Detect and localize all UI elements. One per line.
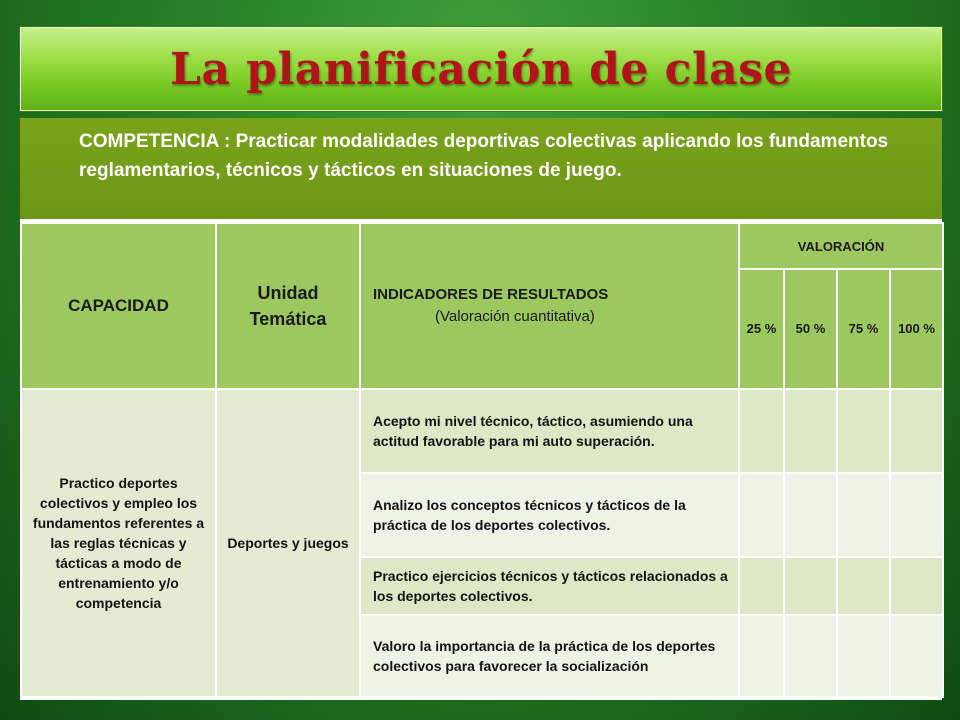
indicador-cell: Acepto mi nivel técnico, táctico, asumiendo una actitud favorable para mi auto superación. [360,389,739,473]
header-unidad-tematica: Unidad Temática [216,223,360,389]
indicador-cell: Practico ejercicios técnicos y tácticos relacionados a los deportes colectivos. [360,557,739,615]
valoracion-25-cell[interactable] [739,557,784,615]
valoracion-100-cell[interactable] [890,557,943,615]
valoracion-100-cell[interactable] [890,615,943,697]
valoracion-75-cell[interactable] [837,389,890,473]
valoracion-50-cell[interactable] [784,557,837,615]
valoracion-25-cell[interactable] [739,473,784,557]
header-pct-50: 50 % [784,269,837,389]
unidad-cell: Deportes y juegos [216,389,360,697]
valoracion-25-cell[interactable] [739,615,784,697]
valoracion-25-cell[interactable] [739,389,784,473]
valoracion-50-cell[interactable] [784,389,837,473]
header-pct-25: 25 % [739,269,784,389]
planning-table [20,222,944,698]
header-indicadores [360,223,739,389]
valoracion-50-cell[interactable] [784,473,837,557]
competencia-text: COMPETENCIA : Practicar modalidades deportivas colectivas aplicando los fundamentos reglamentarios, técnicos y tácticos en situaciones de juego. [20,118,942,222]
header-row-1 [21,223,943,269]
title-banner [20,27,942,111]
indicador-cell: Analizo los conceptos técnicos y tácticos de la práctica de los deportes colectivos. [360,473,739,557]
valoracion-75-cell[interactable] [837,615,890,697]
page-title: La planificación de clase [170,43,792,95]
header-valoracion: VALORACIÓN [739,223,943,269]
header-indicadores-subtitle: (Valoración cuantitativa) [435,308,595,325]
valoracion-100-cell[interactable] [890,473,943,557]
valoracion-75-cell[interactable] [837,557,890,615]
table-row [21,389,943,473]
header-pct-100: 100 % [890,269,943,389]
header-indicadores-title: INDICADORES DE RESULTADOS [373,286,609,303]
planning-panel [20,118,942,700]
capacidad-cell: Practico deportes colectivos y empleo los fundamentos referentes a las reglas técnicas y tácticas a modo de entrenamiento y/o competencia [21,389,216,697]
valoracion-75-cell[interactable] [837,473,890,557]
valoracion-50-cell[interactable] [784,615,837,697]
header-pct-75: 75 % [837,269,890,389]
indicador-cell: Valoro la importancia de la práctica de los deportes colectivos para favorecer la socialización [360,615,739,697]
valoracion-100-cell[interactable] [890,389,943,473]
header-capacidad: CAPACIDAD [21,223,216,389]
